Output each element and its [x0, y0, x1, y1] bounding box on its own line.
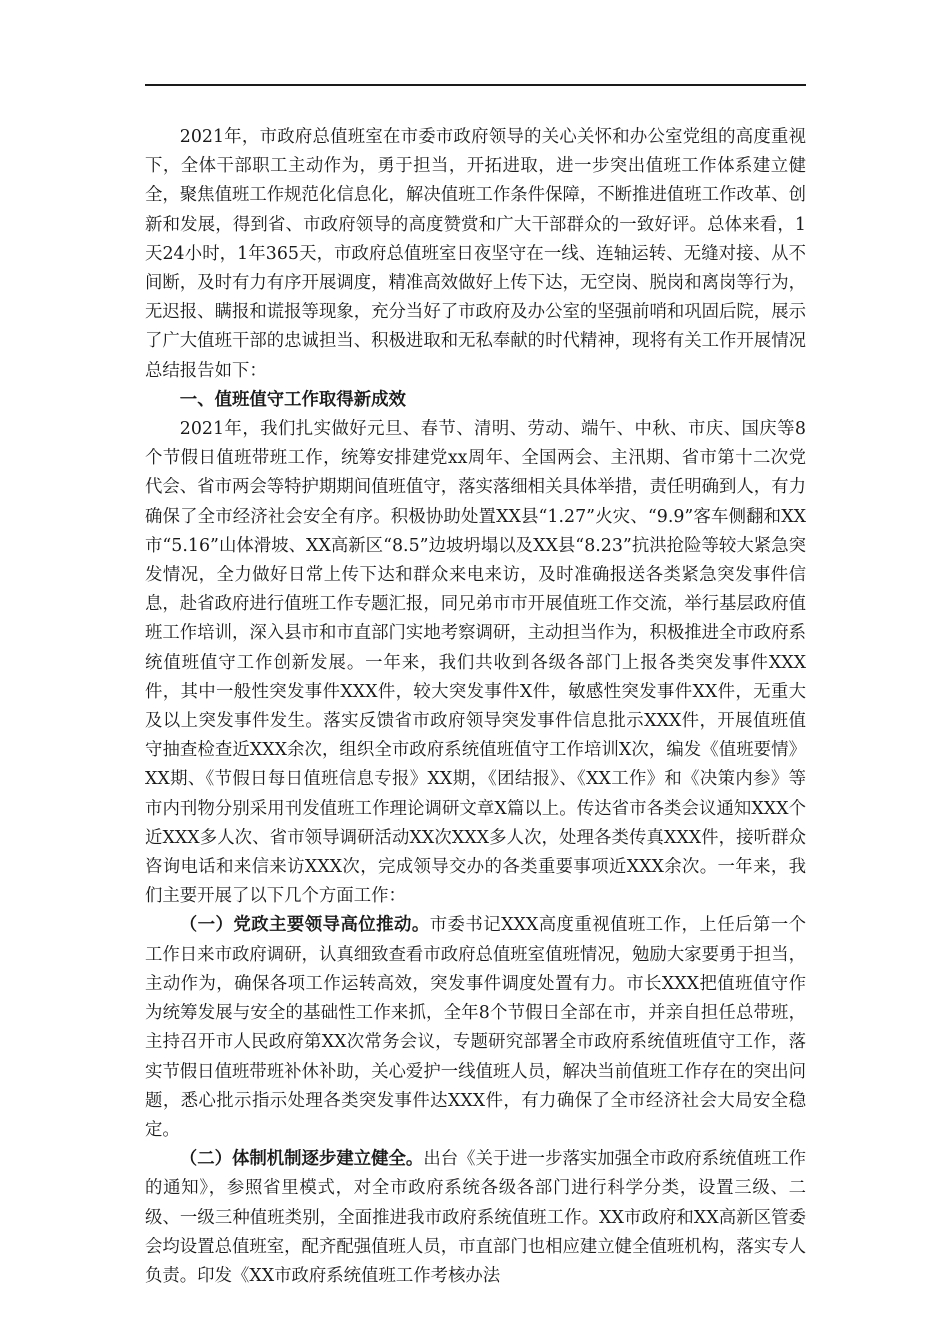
section-heading: 一、值班值守工作取得新成效 — [179, 389, 406, 410]
subsection-paragraph-1 — [145, 911, 806, 1145]
subsection-text-1: 市委书记XXX高度重视值班工作，上任后第一个工作日来市政府调研，认真细致查看市政府总值班室值班情况，勉励大家要勇于担当，主动作为，确保各项工作运转高效，突发事件调度处置有力。市长XXX把值班值守作为统筹发展与安全的基础性工作来抓，全年8个节假日全部在市，并亲自担任总带班，主持召开市人民政府第XX次常务会议，专题研究部署全市政府系统值班值守工作，落实节假日值班带班补休补助，关心爱护一线值班人员，解决当前值班工作存在的突出问题，悉心批示指示处理各类突发事件达XXX件，有力确保了全市经济社会大局安全稳定。 — [145, 915, 806, 1140]
intro-paragraph: 2021年，市政府总值班室在市委市政府领导的关心关怀和办公室党组的高度重视下，全体干部职工主动作为，勇于担当，开拓进取，进一步突出值班工作体系建立健全，聚焦值班工作规范化信息化，解决值班工作条件保障，不断推进值班工作改革、创新和发展，得到省、市政府领导的高度赞赏和广大干部群众的一致好评。总体来看，1天24小时，1年365天，市政府总值班室日夜坚守在一线、连轴运转、无缝对接、从不间断，及时有力有序开展调度，精准高效做好上传下达，无空岗、脱岗和离岗等行为，无迟报、瞒报和谎报等现象，充分当好了市政府及办公室的坚强前哨和巩固后院，展示了广大值班干部的忠诚担当、积极进取和无私奉献的时代精神，现将有关工作开展情况总结报告如下： — [145, 127, 806, 381]
document-body — [145, 123, 806, 1291]
section-paragraph: 2021年，我们扎实做好元旦、春节、清明、劳动、端午、中秋、市庆、国庆等8个节假日值班带班工作，统筹安排建党xx周年、全国两会、主汛期、省市第十二次党代会、省市两会等特护期期间值班值守，落实落细相关具体举措，责任明确到人，有力确保了全市经济社会安全有序。积极协助处置XX县“1.27”火灾、“9.9”客车侧翻和XX市“5.16”山体滑坡、XX高新区“8.5”边坡坍塌以及XX县“8.23”抗洪抢险等较大紧急突发情况，全力做好日常上传下达和群众来电来访，及时准确报送各类紧急突发事件信息，赴省政府进行值班工作专题汇报，同兄弟市市开展值班工作交流，举行基层政府值班工作培训，深入县市和市直部门实地考察调研，主动担当作为，积极推进全市政府系统值班值守工作创新发展。一年来，我们共收到各级各部门上报各类突发事件XXX件，其中一般性突发事件XXX件，较大突发事件X件，敏感性突发事件XX件，无重大及以上突发事件发生。落实反馈省市政府领导突发事件信息批示XXX件，开展值班值守抽查检查近XXX余次，组织全市政府系统值班值守工作培训X次，编发《值班要情》XX期、《节假日每日值班信息专报》XX期，《团结报》、《XX工作》和《决策内参》等市内刊物分别采用刊发值班工作理论调研文章X篇以上。传达省市各类会议通知XXX个近XXX多人次、省市领导调研活动XX次XXX多人次，处理各类传真XXX件，接听群众咨询电话和来信来访XXX次，完成领导交办的各类重要事项近XXX余次。一年来，我们主要开展了以下几个方面工作： — [145, 419, 806, 907]
header-rule — [145, 84, 806, 86]
subsection-heading-1: （一）党政主要领导高位推动。 — [179, 915, 430, 936]
subsection-paragraph-2 — [145, 1145, 806, 1291]
subsection-text-2: 出台《关于进一步落实加强全市政府系统值班工作的通知》，参照省里模式，对全市政府系统各级各部门进行科学分类，设置三级、二级、一级三种值班类别，全面推进我市政府系统值班工作。XX市政府和XX高新区管委会均设置总值班室，配齐配强值班人员，市直部门也相应建立健全值班机构，落实专人负责。印发《XX市政府系统值班工作考核办法 — [145, 1149, 806, 1286]
subsection-heading-2: （二）体制机制逐步建立健全。 — [179, 1149, 424, 1170]
